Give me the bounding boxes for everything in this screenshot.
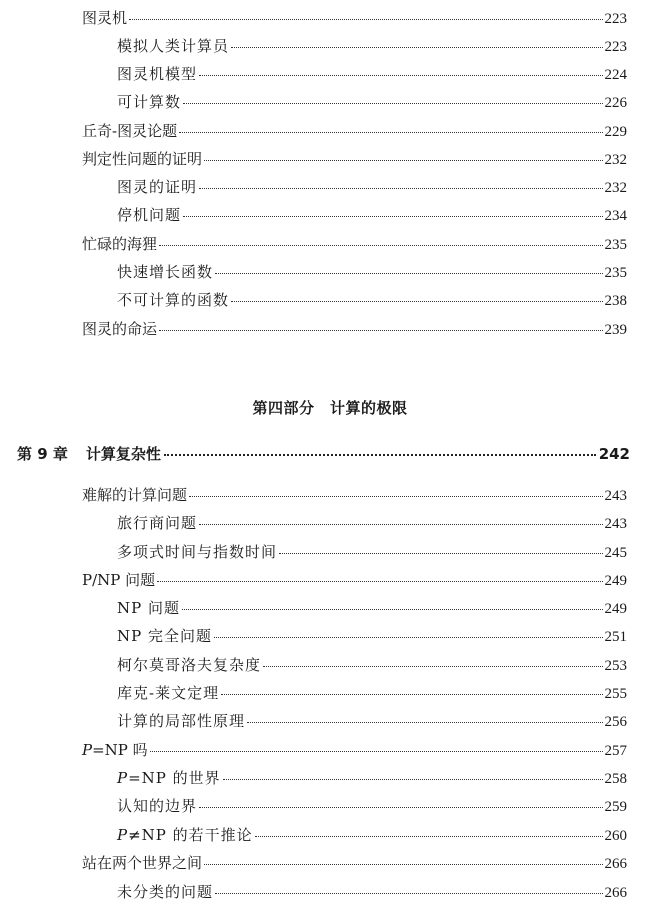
toc-entry-page: 266	[604, 885, 627, 901]
toc-entry[interactable]	[117, 655, 627, 676]
dot-leader	[214, 637, 603, 638]
toc-entry-title-text: =NP 吗	[92, 741, 148, 759]
toc-entry-title: 认知的边界	[117, 797, 198, 815]
chapter-number: 第 9 章	[17, 445, 68, 463]
toc-entry-page: 232	[604, 152, 627, 168]
toc-entry[interactable]	[117, 290, 627, 311]
dot-leader	[204, 160, 602, 161]
toc-entry-page: 256	[604, 714, 627, 730]
toc-entry-page: 232	[604, 180, 627, 196]
toc-entry-title: NP 完全问题	[117, 627, 212, 645]
toc-entry-page: 249	[604, 573, 627, 589]
dot-leader	[231, 301, 602, 302]
dot-leader	[199, 188, 602, 189]
dot-leader	[179, 132, 602, 133]
toc-entry-page: 260	[604, 828, 627, 844]
toc-entry-title: 图灵机	[82, 9, 128, 27]
toc-entry[interactable]	[117, 711, 627, 732]
toc-entry-title: 丘奇-图灵论题	[82, 122, 178, 140]
toc-entry[interactable]	[117, 177, 627, 198]
toc-entry-page: 255	[604, 686, 627, 702]
dot-leader	[183, 103, 602, 104]
toc-entry-page: 259	[604, 799, 627, 815]
toc-entry-title: 忙碌的海狸	[82, 235, 158, 253]
toc-entry[interactable]	[82, 121, 627, 142]
toc-entry[interactable]	[82, 740, 627, 761]
toc-entry[interactable]	[117, 36, 627, 57]
toc-entry[interactable]	[82, 234, 627, 255]
toc-entry[interactable]	[117, 262, 627, 283]
dot-leader	[159, 330, 602, 331]
toc-entry[interactable]	[82, 8, 627, 29]
toc-entry-page: 223	[604, 39, 627, 55]
toc-entry-page: 224	[604, 67, 627, 83]
toc-entry[interactable]	[117, 513, 627, 534]
toc-entry-title: 图灵的命运	[82, 320, 158, 338]
toc-entry-title: 计算的局部性原理	[117, 712, 246, 730]
dot-leader	[129, 19, 602, 20]
math-variable-p: P	[117, 826, 129, 844]
toc-entry[interactable]	[117, 205, 627, 226]
toc-entry-page: 234	[604, 208, 627, 224]
dot-leader	[199, 807, 602, 808]
toc-entry[interactable]	[82, 853, 627, 874]
chapter-title: 计算复杂性	[85, 445, 161, 463]
toc-entry-title-text: ≠NP 的若干推论	[128, 826, 253, 844]
toc-entry[interactable]	[117, 768, 627, 789]
part-heading: 第四部分 计算的极限	[252, 399, 408, 417]
math-variable-p: P	[82, 741, 93, 759]
dot-leader	[279, 553, 602, 554]
chapter-entry[interactable]	[17, 444, 630, 464]
toc-entry-page: 249	[604, 601, 627, 617]
dot-leader	[221, 694, 602, 695]
dot-leader	[215, 893, 602, 894]
toc-entry-title	[82, 740, 148, 760]
dot-leader	[199, 75, 602, 76]
toc-entry[interactable]	[82, 319, 627, 340]
dot-leader	[199, 524, 602, 525]
toc-entry-page: 226	[604, 95, 627, 111]
toc-entry-title-text: =NP 的世界	[128, 769, 221, 787]
dot-leader	[215, 273, 602, 274]
toc-entry-title: NP 问题	[117, 599, 180, 617]
toc-entry-title: 旅行商问题	[117, 514, 198, 532]
math-variable-p: P	[117, 769, 129, 787]
toc-entry-title: 难解的计算问题	[82, 486, 188, 504]
dot-leader	[231, 47, 602, 48]
toc-entry[interactable]	[82, 485, 627, 506]
toc-entry[interactable]	[117, 882, 627, 903]
dot-leader	[247, 722, 602, 723]
toc-entry[interactable]	[117, 825, 627, 846]
dot-leader	[159, 245, 602, 246]
toc-entry-title: 库克-莱文定理	[117, 684, 220, 702]
dot-leader	[157, 581, 602, 582]
toc-entry[interactable]	[117, 542, 627, 563]
toc-entry-title: 停机问题	[117, 206, 182, 224]
toc-entry[interactable]	[82, 570, 627, 591]
toc-entry-page: 229	[604, 124, 627, 140]
dot-leader	[182, 609, 603, 610]
toc-entry-page: 266	[604, 856, 627, 872]
toc-entry-title: 图灵机模型	[117, 65, 198, 83]
toc-entry[interactable]	[117, 796, 627, 817]
toc-entry-page: 223	[604, 11, 627, 27]
toc-entry-page: 243	[604, 516, 627, 532]
dot-leader	[255, 836, 603, 837]
toc-entry-title: 模拟人类计算员	[117, 37, 230, 55]
dot-leader	[183, 216, 602, 217]
toc-entry-title: 未分类的问题	[117, 883, 214, 901]
toc-entry-page: 235	[604, 237, 627, 253]
dot-leader	[150, 751, 603, 752]
toc-entry-page: 257	[604, 743, 627, 759]
toc-entry-title: 不可计算的函数	[117, 291, 230, 309]
toc-entry-page: 235	[604, 265, 627, 281]
dot-leader	[189, 496, 602, 497]
toc-entry[interactable]	[117, 92, 627, 113]
toc-entry-page: 258	[604, 771, 627, 787]
toc-entry-title: 判定性问题的证明	[82, 150, 203, 168]
toc-entry-page: 239	[604, 322, 627, 338]
toc-entry-page: 238	[604, 293, 627, 309]
toc-entry-title: 图灵的证明	[117, 178, 198, 196]
toc-entry-page: 253	[604, 658, 627, 674]
dot-leader	[263, 666, 602, 667]
toc-entry-title	[117, 825, 253, 845]
toc-entry-title: 站在两个世界之间	[82, 854, 203, 872]
toc-entry[interactable]	[117, 626, 627, 647]
dot-leader	[204, 864, 602, 865]
toc-entry-page: 243	[604, 488, 627, 504]
toc-entry-title: P/NP 问题	[82, 571, 156, 589]
toc-entry-title: 可计算数	[117, 93, 182, 111]
toc-entry-title	[117, 768, 221, 788]
toc-entry[interactable]	[117, 683, 627, 704]
toc-entry-page: 245	[604, 545, 627, 561]
dot-leader	[164, 454, 596, 456]
toc-entry-title: 柯尔莫哥洛夫复杂度	[117, 656, 262, 674]
toc-entry[interactable]	[117, 64, 627, 85]
toc-entry-title: 多项式时间与指数时间	[117, 543, 278, 561]
toc-entry-page: 251	[604, 629, 627, 645]
toc-entry[interactable]	[117, 598, 627, 619]
chapter-page: 242	[598, 445, 630, 463]
toc-entry[interactable]	[82, 149, 627, 170]
toc-entry-title: 快速增长函数	[117, 263, 214, 281]
dot-leader	[223, 779, 603, 780]
